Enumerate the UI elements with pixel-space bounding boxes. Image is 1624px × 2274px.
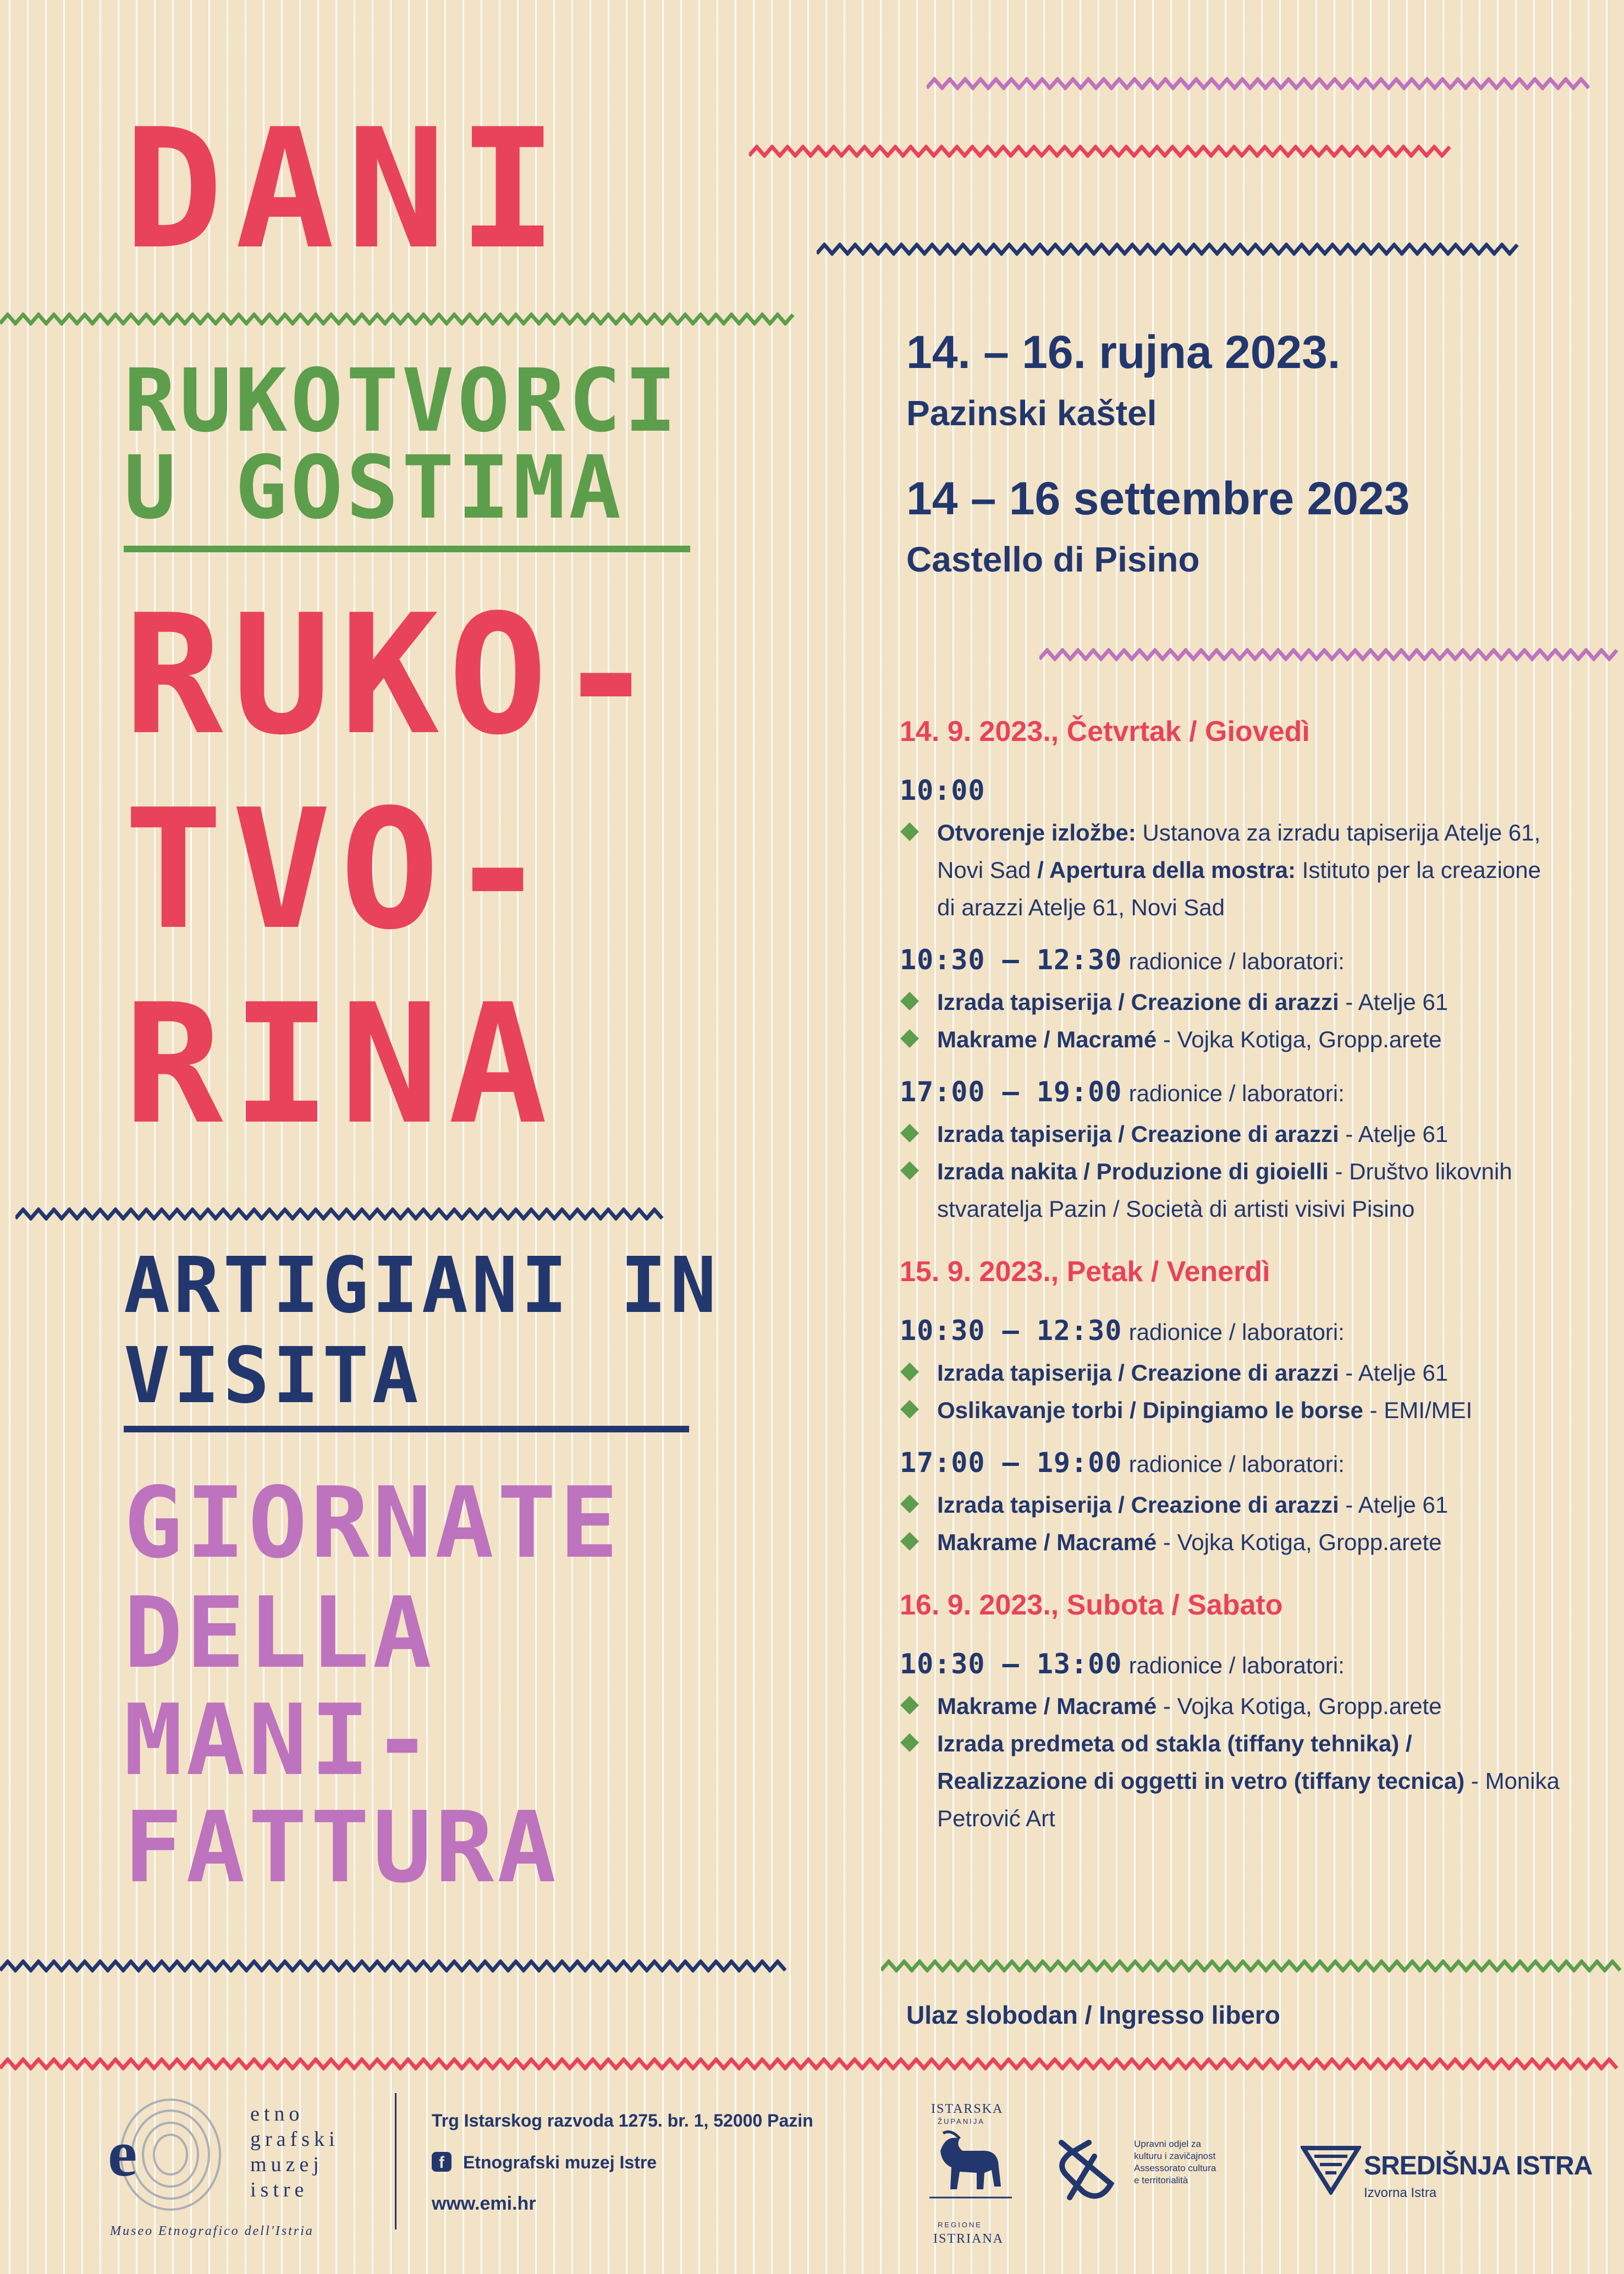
diamond-bullet-icon <box>900 1161 919 1180</box>
program-day-1 <box>900 715 1560 1228</box>
time-label: 17:00 – 19:00 <box>900 1447 1122 1479</box>
county-sub: ŽUPANIJA <box>938 2117 985 2125</box>
item-title: Oslikavanje torbi / Dipingiamo le borse <box>937 1397 1363 1423</box>
divider-navy <box>124 1426 689 1432</box>
slot-note: radionice / laboratori: <box>1128 1080 1345 1106</box>
facebook-icon[interactable]: f <box>432 2152 452 2172</box>
diamond-bullet-icon <box>900 1400 919 1419</box>
museum-name-line: istre <box>250 2178 309 2201</box>
zigzag-green-bottom <box>881 1959 1624 1973</box>
item-detail: - EMI/MEI <box>1363 1397 1473 1423</box>
time-line <box>900 775 1560 806</box>
item-detail: Ustanova za izradu tapiserija Atelje 61, Novi Sad <box>937 820 1541 883</box>
time-slot <box>900 775 1560 926</box>
event-venue-it: Castello di Pisino <box>906 540 1200 579</box>
zigzag-green-left <box>0 312 795 326</box>
slot-note: radionice / laboratori: <box>1128 948 1345 974</box>
footer <box>0 2077 1624 2274</box>
fingerprint-icon <box>104 2094 225 2221</box>
time-line <box>900 1447 1560 1479</box>
goat-icon <box>929 2129 1012 2203</box>
county-bottom: ISTRIANA <box>933 2232 1004 2246</box>
item-detail: - Vojka Kotiga, Gropp.arete <box>1157 1529 1442 1555</box>
title-dani: DANI <box>124 94 570 285</box>
zigzag-violet-mid <box>1039 648 1622 661</box>
subtitle-it-line-1: ARTIGIANI IN <box>124 1241 720 1331</box>
list-item <box>900 1688 1560 1725</box>
website-link[interactable]: www.emi.hr <box>432 2193 536 2214</box>
dept-line: e territorialità <box>1134 2175 1188 2185</box>
slot-note: radionice / laboratori: <box>1128 1652 1345 1678</box>
list-item <box>900 1392 1560 1429</box>
list-item <box>900 814 1560 926</box>
diamond-bullet-icon <box>900 1532 919 1551</box>
footer-divider <box>395 2093 397 2229</box>
list-item <box>900 1116 1560 1153</box>
list-item <box>900 984 1560 1021</box>
museum-name-it: Museo Etnografico dell'Istria <box>110 2224 314 2238</box>
item-detail-it: Istituto per la creazione di arazzi Atelje 61, Novi Sad <box>937 857 1541 920</box>
diamond-bullet-icon <box>900 822 919 841</box>
county-sub-it: REGIONE <box>938 2221 982 2229</box>
item-title: Izrada tapiserija / Creazione di arazzi <box>937 1121 1339 1147</box>
program-day-2 <box>900 1255 1560 1561</box>
item-detail: - Vojka Kotiga, Gropp.arete <box>1157 1026 1442 1052</box>
item-title: Makrame / Macramé <box>937 1693 1157 1719</box>
event-dates-it: 14 – 16 settembre 2023 <box>906 473 1410 524</box>
subtitle-hr-line-1: RUKOTVORCI <box>124 350 680 452</box>
dept-line: kulturu i zavičajnost <box>1134 2151 1216 2161</box>
zigzag-navy-left <box>15 1207 664 1221</box>
time-line <box>900 944 1560 976</box>
item-detail: - Atelje 61 <box>1339 989 1449 1015</box>
address: Trg Istarskog razvoda 1275. br. 1, 52000 Pazin <box>432 2111 813 2130</box>
museum-logo <box>104 2094 225 2221</box>
triangle-logo-icon <box>1301 2145 1361 2195</box>
day-heading: 14. 9. 2023., Četvrtak / Giovedì <box>900 716 1310 748</box>
county-top: ISTARSKA <box>931 2102 1004 2116</box>
time-label: 10:30 – 12:30 <box>900 1315 1122 1347</box>
time-line <box>900 1315 1560 1347</box>
museum-name-line: grafski <box>250 2128 339 2151</box>
diamond-bullet-icon <box>900 1029 919 1048</box>
dept-text <box>1134 2138 1216 2187</box>
zigzag-navy-bottom <box>0 1959 786 1973</box>
sredisnja-istra: SREDIŠNJA ISTRA <box>1364 2151 1593 2180</box>
time-label: 10:30 – 13:00 <box>900 1648 1122 1680</box>
museum-name <box>250 2101 339 2202</box>
list-item <box>900 1725 1560 1837</box>
main-title-hr-line-3: RINA <box>124 969 557 1161</box>
diamond-bullet-icon <box>900 992 919 1010</box>
item-detail: - Vojka Kotiga, Gropp.arete <box>1157 1693 1442 1719</box>
time-line <box>900 1648 1560 1680</box>
museum-name-line: etno <box>250 2102 304 2125</box>
item-title-it: / Apertura della mostra: <box>1037 857 1296 883</box>
time-line <box>900 1076 1560 1108</box>
item-title: Otvorenje izložbe: <box>937 820 1136 845</box>
time-label: 10:30 – 12:30 <box>900 944 1122 976</box>
time-slot <box>900 1447 1560 1561</box>
main-title-hr-line-1: RUKO- <box>124 579 665 771</box>
divider-green <box>124 546 690 552</box>
program <box>900 715 1560 1865</box>
svg-text:e: e <box>108 2117 137 2190</box>
diamond-bullet-icon <box>900 1696 919 1715</box>
zigzag-red-top <box>749 145 1452 158</box>
time-label: 17:00 – 19:00 <box>900 1076 1122 1108</box>
museum-name-line: muzej <box>250 2153 323 2176</box>
time-slot <box>900 1076 1560 1228</box>
sredisnja-istra-sub: Izvorna Istra <box>1364 2185 1437 2200</box>
time-slot <box>900 1315 1560 1429</box>
item-title: Izrada tapiserija / Creazione di arazzi <box>937 1492 1339 1518</box>
list-item <box>900 1524 1560 1561</box>
diamond-bullet-icon <box>900 1363 919 1381</box>
list-item <box>900 1153 1560 1228</box>
item-detail: - Društvo likovnih stvaratelja Pazin / Società di artisti visivi Pisino <box>937 1158 1512 1222</box>
item-detail: - Monika Petrović Art <box>937 1768 1560 1831</box>
time-label: 10:00 <box>900 775 986 806</box>
item-detail: - Atelje 61 <box>1339 1121 1449 1147</box>
item-title: Izrada tapiserija / Creazione di arazzi <box>937 1360 1339 1386</box>
list-item <box>900 1354 1560 1392</box>
subtitle-it-line-2: VISITA <box>124 1331 422 1421</box>
subtitle-hr-line-2: U GOSTIMA <box>124 437 625 539</box>
dept-line: Upravni odjel za <box>1134 2139 1201 2149</box>
list-item <box>900 1021 1560 1058</box>
facebook-link[interactable]: Etnografski muzej Istre <box>463 2152 657 2172</box>
item-detail: - Atelje 61 <box>1339 1360 1449 1386</box>
item-title: Izrada nakita / Produzione di gioielli <box>937 1158 1329 1184</box>
day-heading: 15. 9. 2023., Petak / Venerdì <box>900 1256 1270 1288</box>
entry-free: Ulaz slobodan / Ingresso libero <box>906 2001 1280 2029</box>
zigzag-navy-top <box>817 243 1520 256</box>
diamond-bullet-icon <box>900 1124 919 1143</box>
main-title-hr-line-2: TVO- <box>124 774 557 966</box>
item-title: Izrada tapiserija / Creazione di arazzi <box>937 989 1339 1015</box>
main-title-it-line-3: MANI- <box>124 1683 435 1797</box>
main-title-it-line-2: DELLA <box>124 1576 435 1690</box>
item-detail: - Atelje 61 <box>1339 1492 1449 1518</box>
zigzag-violet-top <box>927 77 1589 90</box>
item-title: Makrame / Macramé <box>937 1026 1157 1052</box>
slot-note: radionice / laboratori: <box>1128 1451 1345 1477</box>
dept-line: Assessorato cultura <box>1134 2163 1216 2173</box>
zigzag-red-bottom <box>0 2057 1624 2070</box>
event-dates-hr: 14. – 16. rujna 2023. <box>906 326 1341 378</box>
day-heading: 16. 9. 2023., Subota / Sabato <box>900 1589 1283 1621</box>
slot-note: radionice / laboratori: <box>1128 1319 1345 1345</box>
diamond-bullet-icon <box>900 1495 919 1513</box>
diamond-bullet-icon <box>900 1733 919 1752</box>
main-title-it-line-1: GIORNATE <box>124 1466 622 1580</box>
event-venue-hr: Pazinski kaštel <box>906 393 1157 433</box>
time-slot <box>900 944 1560 1058</box>
list-item <box>900 1486 1560 1524</box>
program-day-3 <box>900 1589 1560 1837</box>
item-title: Makrame / Macramé <box>937 1529 1157 1555</box>
time-slot <box>900 1648 1560 1837</box>
ribbon-icon <box>1045 2132 1127 2209</box>
item-title: Izrada predmeta od stakla (tiffany tehnika) / Realizzazione di oggetti in vetro (tiffany tecnica) <box>937 1731 1465 1794</box>
main-title-it-line-4: FATTURA <box>124 1790 560 1904</box>
